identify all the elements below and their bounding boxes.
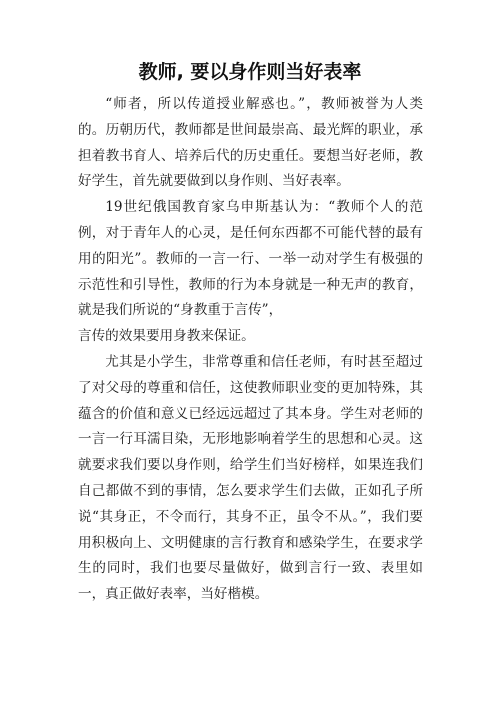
paragraph-intro: “师者，所以传道授业解惑也。”，教师被誉为人类的。历朝历代，教师都是世间最崇高、最光辉的职业，承担着教书育人、培养后代的历史重任。要想当好老师，教好学生，首先就要做到以身作则、当好表率。 <box>78 96 423 190</box>
paragraph-quote: 19世纪俄国教育家乌申斯基认为：“教师个人的范例，对于青年人的心灵，是任何东西都不可能代替的最有用的阳光”。教师的一言一行、一举一动对学生有极强的示范性和引导性，教师的行为本身就是一种无声的教育，就是我们所说的“身教重于言传”， <box>78 199 423 319</box>
paragraph-students: 尤其是小学生，非常尊重和信任老师，有时甚至超过了对父母的尊重和信任，这使教师职业变的更加特殊，其蕴含的价值和意义已经远远超过了其本身。学生对老师的一言一行耳濡目染，无形地影响着学生的思想和心灵。这就要求我们要以身作则，给学生们当好榜样，如果连我们自己都做不到的事情，怎么要求学生们去做，正如孔子所说“其身正，不令而行，其身不正，虽令不从。”，我们要用积极向上、文明健康的言行教育和感染学生，在要求学生的同时，我们也要尽量做好，做到言行一致、表里如一，真正做好表率，当好楷模。 <box>78 353 423 603</box>
paragraph-continuation: 言传的效果要用身教来保证。 <box>78 328 255 345</box>
document-body <box>78 92 423 608</box>
document-title: 教师, 要以身作则当好表率 <box>138 61 362 83</box>
